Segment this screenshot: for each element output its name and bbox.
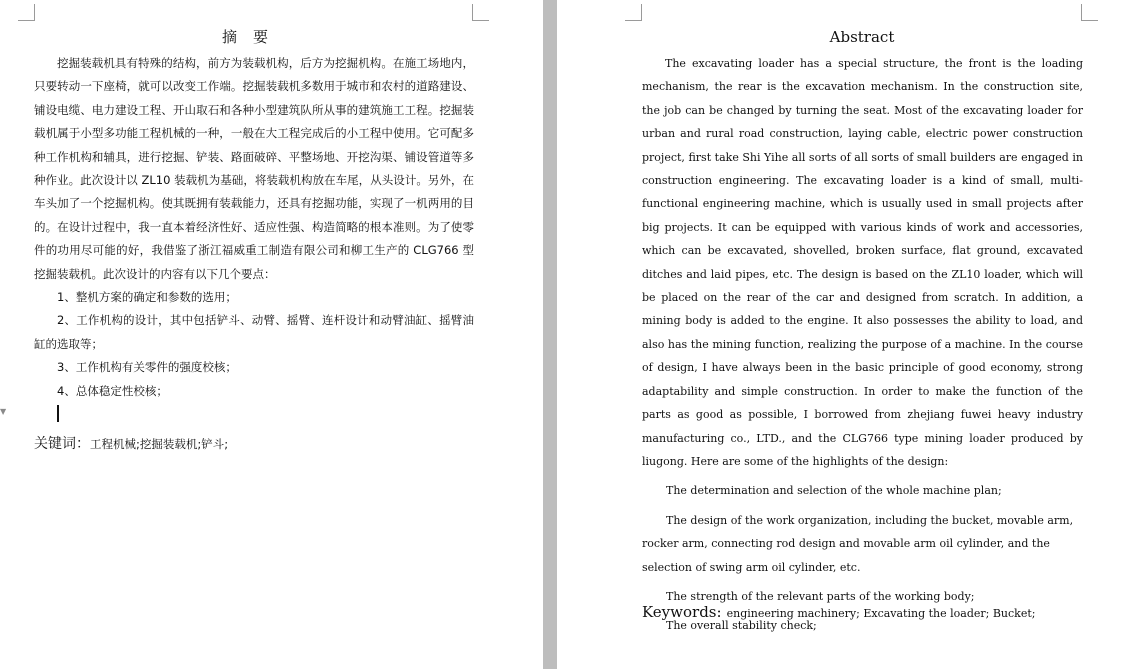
chinese-keywords[interactable] [34, 433, 228, 453]
chinese-point-3[interactable]: 3、工作机构有关零件的强度校核； [57, 360, 237, 375]
chinese-keywords-text[interactable]: 工程机械;挖掘装载机;铲斗; [90, 437, 229, 451]
chinese-intro-paragraph[interactable]: 挖掘装载机具有特殊的结构，前方为装载机构，后方为挖掘机构。在施工场地内，只要转动一下座椅，就可以改变工作端。挖掘装载机多数用于城市和农村的道路建设、铺设电缆、电力建设工程、开山取石和各种小型建筑队所从事的建筑施工工程。挖掘装载机属于小型多功能工程机械的一种，一般在大工程完成后的小工程中使用。它可配多种工作机构和辅具，进行挖掘、铲装、路面破碎、平整场地、开挖沟渠、铺设管道等多种作业。此次设计以 ZL10 装载机为基础，将装载机构放在车尾，从头设计。另外，在车头加了一个挖掘机构。使其既拥有装载能力，还具有挖掘功能，实现了一机两用的目的。在设计过程中，我一直本着经济性好、适应性强、构造简略的根本准则。为了使零件的功用尽可能的好，我借鉴了浙江福威重工制造有限公司和柳工生产的 CLG766 型挖掘装载机。此次设计的内容有以下几个要点： [34, 56, 474, 281]
english-point-4[interactable]: The overall stability check; [666, 619, 817, 633]
margin-marker-icon: ▼ [0, 407, 7, 416]
english-point-1[interactable]: The determination and selection of the whole machine plan; [666, 484, 1002, 498]
english-keywords-label: Keywords: [642, 603, 722, 621]
chinese-point-2[interactable]: 2、工作机构的设计，其中包括铲斗、动臂、摇臂、连杆设计和动臂油缸、摇臂油缸的选取等； [34, 313, 474, 351]
english-point-3[interactable]: The strength of the relevant parts of the working body; [666, 589, 975, 603]
crop-mark-top-right [1081, 4, 1098, 21]
english-point-2[interactable]: The design of the work organization, including the bucket, movable arm, rocker arm, connecting rod design and movable arm oil cylinder, and the selection of swing arm oil cylinder, etc. [642, 513, 1074, 574]
page-gutter [543, 0, 557, 669]
chinese-point-4[interactable]: 4、总体稳定性校核； [57, 383, 168, 398]
chinese-keywords-label: 关键词： [34, 436, 90, 452]
chinese-abstract-title: 摘要 [221, 28, 284, 46]
crop-mark-top-right [472, 4, 489, 21]
english-page[interactable] [557, 0, 1127, 669]
crop-mark-top-left [625, 4, 642, 21]
english-keywords-text[interactable]: engineering machinery; Excavating the loader; Bucket; [726, 607, 1036, 620]
english-keywords[interactable] [642, 602, 1035, 621]
text-cursor [57, 405, 59, 422]
chinese-abstract-body[interactable] [34, 52, 474, 403]
english-abstract-body[interactable] [642, 52, 1083, 638]
english-intro-paragraph[interactable]: The excavating loader has a special structure, the front is the loading mechanism, the rear is the excavation mechanism. In the construction site, the job can be changed by turning the seat. Most of the excavating loader for urban and rural road construction, laying cable, electric power construction project, first take Shi Yihe all sorts of all sorts of small builders are engaged in construction engineering. The excavating loader is a kind of small, multi-functional engineering machine, which is usually used in small projects after big projects. It can be equipped with various kinds of work and accessories, which can be excavated, shovelled, broken surface, flat ground, excavated ditches and laid pipes, etc. The design is based on the ZL10 loader, which will be placed on the rear of the car and designed from scratch. In addition, a mining body is added to the engine. It also possesses the ability to load, and also has the mining function, realizing the purpose of a machine. In the course of design, I have always been in the basic principle of good economy, strong adaptability and simple construction. In order to make the function of the parts as good as possible, I borrowed from zhejiang fuwei heavy industry manufacturing co., LTD., and the CLG766 type mining loader produced by liugong. Here are some of the highlights of the design: [642, 57, 1083, 468]
chinese-page[interactable] [0, 0, 543, 669]
chinese-point-1[interactable]: 1、整机方案的确定和参数的选用； [57, 290, 237, 305]
english-abstract-title: Abstract [829, 28, 895, 46]
crop-mark-top-left [18, 4, 35, 21]
